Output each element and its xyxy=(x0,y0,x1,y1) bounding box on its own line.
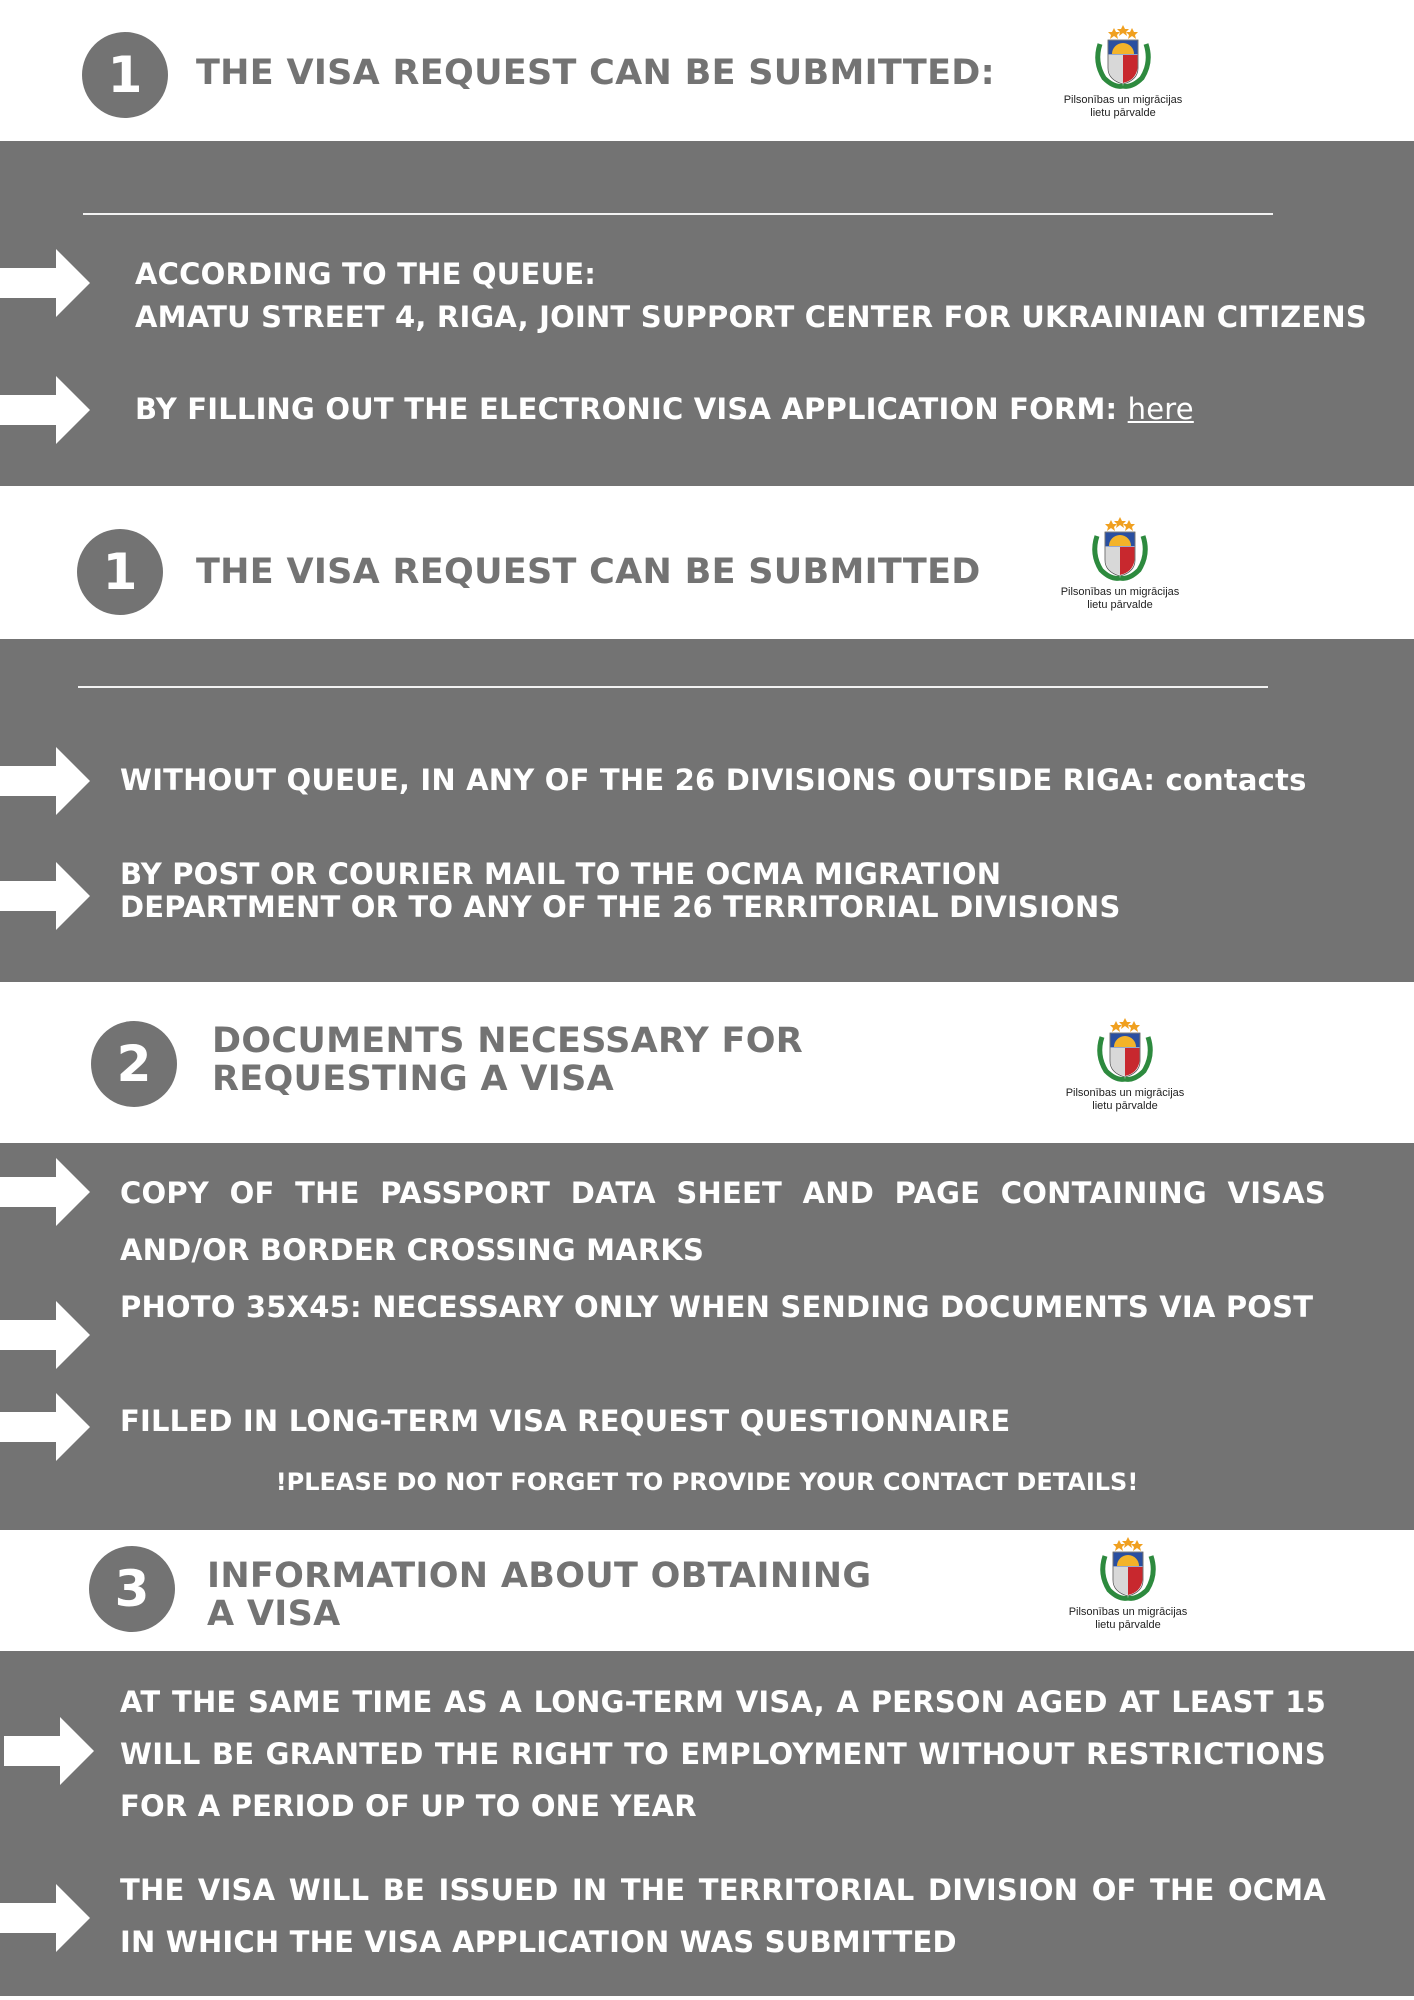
latvia-coat-of-arms-icon xyxy=(1093,1534,1163,1604)
divider xyxy=(83,213,1273,215)
section-title: THE VISA REQUEST CAN BE SUBMITTED: xyxy=(196,53,995,93)
section-1-header xyxy=(0,0,1414,141)
section-title xyxy=(207,1557,871,1633)
step-number-badge: 2 xyxy=(91,1021,177,1107)
item-line: ACCORDING TO THE QUEUE: xyxy=(135,257,597,291)
section-4-content xyxy=(0,1651,1414,1996)
logo-text xyxy=(1066,1087,1185,1113)
arrow-right-icon xyxy=(0,249,92,317)
logo-text-line1: Pilsonības un migrācijas xyxy=(1060,586,1180,598)
title-line: INFORMATION ABOUT OBTAINING xyxy=(207,1556,872,1596)
latvia-coat-of-arms-icon xyxy=(1085,514,1155,584)
logo-text-line1: Pilsonības un migrācijas xyxy=(1065,1087,1185,1099)
list-item: PHOTO 35X45: NECESSARY ONLY WHEN SENDING DOCUMENTS VIA POST xyxy=(120,1290,1314,1324)
section-3-header xyxy=(0,982,1414,1143)
arrow-right-icon xyxy=(0,1158,92,1226)
logo-text xyxy=(1069,1606,1188,1632)
arrow-right-icon xyxy=(0,1884,92,1952)
item-line: AMATU STREET 4, RIGA, JOINT SUPPORT CENTER FOR UKRAINIAN CITIZENS xyxy=(135,300,1367,334)
logo-text-line2: lietu pārvalde xyxy=(1087,599,1153,611)
list-item xyxy=(120,858,1121,924)
contacts-link[interactable]: contacts xyxy=(1165,763,1307,797)
step-number-badge: 1 xyxy=(77,529,163,615)
divider xyxy=(78,686,1268,688)
arrow-right-icon xyxy=(0,1393,92,1461)
latvia-coat-of-arms-icon xyxy=(1090,1015,1160,1085)
list-item: COPY OF THE PASSPORT DATA SHEET AND PAGE CONTAINING VISAS AND/OR BORDER CROSSING MARKS xyxy=(120,1176,1326,1267)
pmlp-logo xyxy=(1053,22,1193,132)
arrow-right-icon xyxy=(0,376,92,444)
arrow-right-icon xyxy=(0,1301,92,1369)
section-title: THE VISA REQUEST CAN BE SUBMITTED xyxy=(196,552,981,592)
logo-text-line2: lietu pārvalde xyxy=(1092,1100,1158,1112)
contact-details-notice: !PLEASE DO NOT FORGET TO PROVIDE YOUR CONTACT DETAILS! xyxy=(275,1468,1139,1496)
latvia-coat-of-arms-icon xyxy=(1088,22,1158,92)
title-line: A VISA xyxy=(207,1594,341,1634)
item-text: BY FILLING OUT THE ELECTRONIC VISA APPLICATION FORM: xyxy=(135,392,1118,426)
pmlp-logo xyxy=(1055,1015,1195,1125)
item-text: WITHOUT QUEUE, IN ANY OF THE 26 DIVISIONS OUTSIDE RIGA: xyxy=(120,763,1156,797)
arrow-right-icon xyxy=(0,747,92,815)
section-1-content xyxy=(0,141,1414,486)
list-item xyxy=(120,759,1307,802)
step-number-badge: 1 xyxy=(82,32,168,118)
logo-text xyxy=(1061,586,1180,612)
logo-text-line1: Pilsonības un migrācijas xyxy=(1063,94,1183,106)
title-line: REQUESTING A VISA xyxy=(212,1059,615,1099)
list-item xyxy=(135,388,1194,431)
pmlp-logo xyxy=(1058,1534,1198,1644)
section-4-header xyxy=(0,1530,1414,1651)
section-title xyxy=(212,1022,803,1098)
bottom-border xyxy=(0,1996,1414,2000)
logo-text-line2: lietu pārvalde xyxy=(1095,1619,1161,1631)
list-item: AT THE SAME TIME AS A LONG-TERM VISA, A PERSON AGED AT LEAST 15 WILL BE GRANTED THE RIGHT TO EMPLOYMENT WITHOUT RESTRICTIONS FOR A PERIOD OF UP TO ONE YEAR xyxy=(120,1685,1326,1823)
title-line: DOCUMENTS NECESSARY FOR xyxy=(212,1021,804,1061)
list-item: FILLED IN LONG-TERM VISA REQUEST QUESTIONNAIRE xyxy=(120,1404,1011,1438)
section-2-content xyxy=(0,639,1414,982)
pmlp-logo xyxy=(1050,514,1190,624)
logo-text xyxy=(1064,94,1183,120)
list-item: THE VISA WILL BE ISSUED IN THE TERRITORIAL DIVISION OF THE OCMA IN WHICH THE VISA APPLICATION WAS SUBMITTED xyxy=(120,1873,1326,1959)
list-item xyxy=(135,253,1375,339)
item-line: BY POST OR COURIER MAIL TO THE OCMA MIGRATION xyxy=(120,857,1002,891)
logo-text-line2: lietu pārvalde xyxy=(1090,107,1156,119)
logo-text-line1: Pilsonības un migrācijas xyxy=(1068,1606,1188,1618)
application-form-link[interactable]: here xyxy=(1127,392,1194,426)
arrow-right-icon xyxy=(0,862,92,930)
section-3-content xyxy=(0,1143,1414,1530)
arrow-right-icon xyxy=(4,1717,96,1785)
section-2-header xyxy=(0,486,1414,639)
item-line: DEPARTMENT OR TO ANY OF THE 26 TERRITORIAL DIVISIONS xyxy=(120,890,1121,924)
step-number-badge: 3 xyxy=(89,1546,175,1632)
